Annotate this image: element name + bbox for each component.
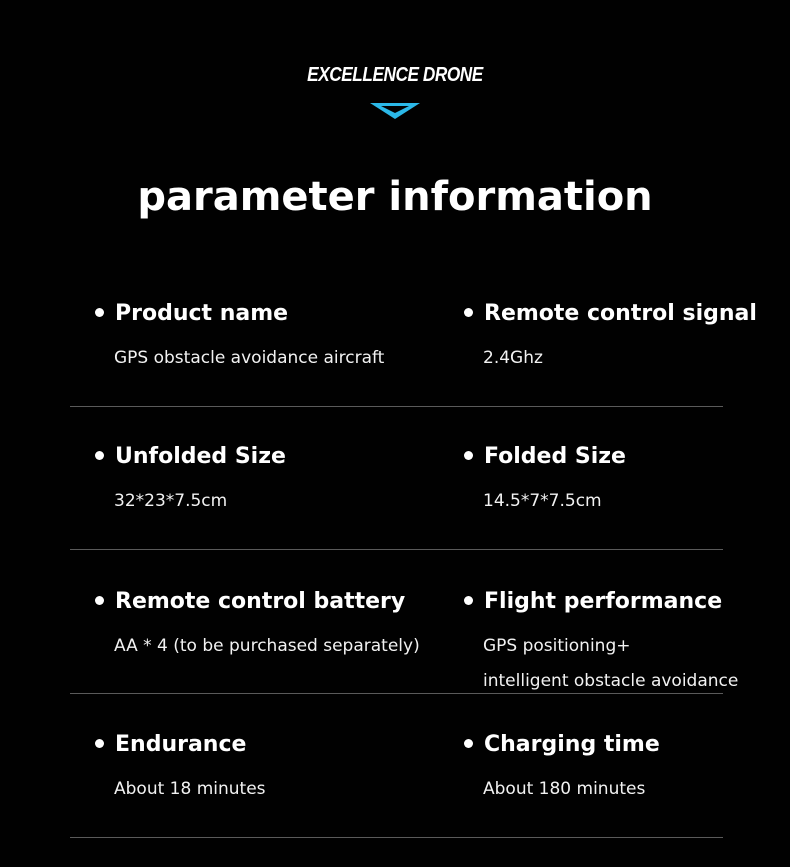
param-label: Charging time <box>484 732 660 757</box>
bullet-icon <box>95 308 104 317</box>
param-value <box>483 629 738 699</box>
divider <box>70 693 723 694</box>
param-label: Unfolded Size <box>115 444 286 469</box>
brand-title: EXCELLENCE DRONE <box>307 64 483 86</box>
divider <box>70 406 723 407</box>
param-value: AA * 4 (to be purchased separately) <box>114 636 420 656</box>
param-label: Product name <box>115 301 289 326</box>
param-value: 2.4Ghz <box>483 348 543 368</box>
param-label: Remote control battery <box>115 589 406 614</box>
bullet-icon <box>464 596 473 605</box>
param-value-line: GPS positioning+ <box>483 636 631 656</box>
param-value-line: intelligent obstacle avoidance <box>483 671 739 691</box>
bullet-icon <box>95 451 104 460</box>
param-value: 14.5*7*7.5cm <box>483 491 602 511</box>
bullet-icon <box>464 451 473 460</box>
chevron-down-icon <box>370 102 420 120</box>
param-label: Folded Size <box>484 444 626 469</box>
bullet-icon <box>95 596 104 605</box>
bullet-icon <box>464 739 473 748</box>
bullet-icon <box>95 739 104 748</box>
param-value: About 180 minutes <box>483 779 646 799</box>
param-label: Flight performance <box>484 589 723 614</box>
divider <box>70 549 723 550</box>
param-label: Remote control signal <box>484 301 757 326</box>
param-label: Endurance <box>115 732 247 757</box>
divider <box>70 837 723 838</box>
bullet-icon <box>464 308 473 317</box>
param-value: GPS obstacle avoidance aircraft <box>114 348 385 368</box>
param-value: About 18 minutes <box>114 779 266 799</box>
param-value: 32*23*7.5cm <box>114 491 228 511</box>
page-title: parameter information <box>137 174 653 220</box>
